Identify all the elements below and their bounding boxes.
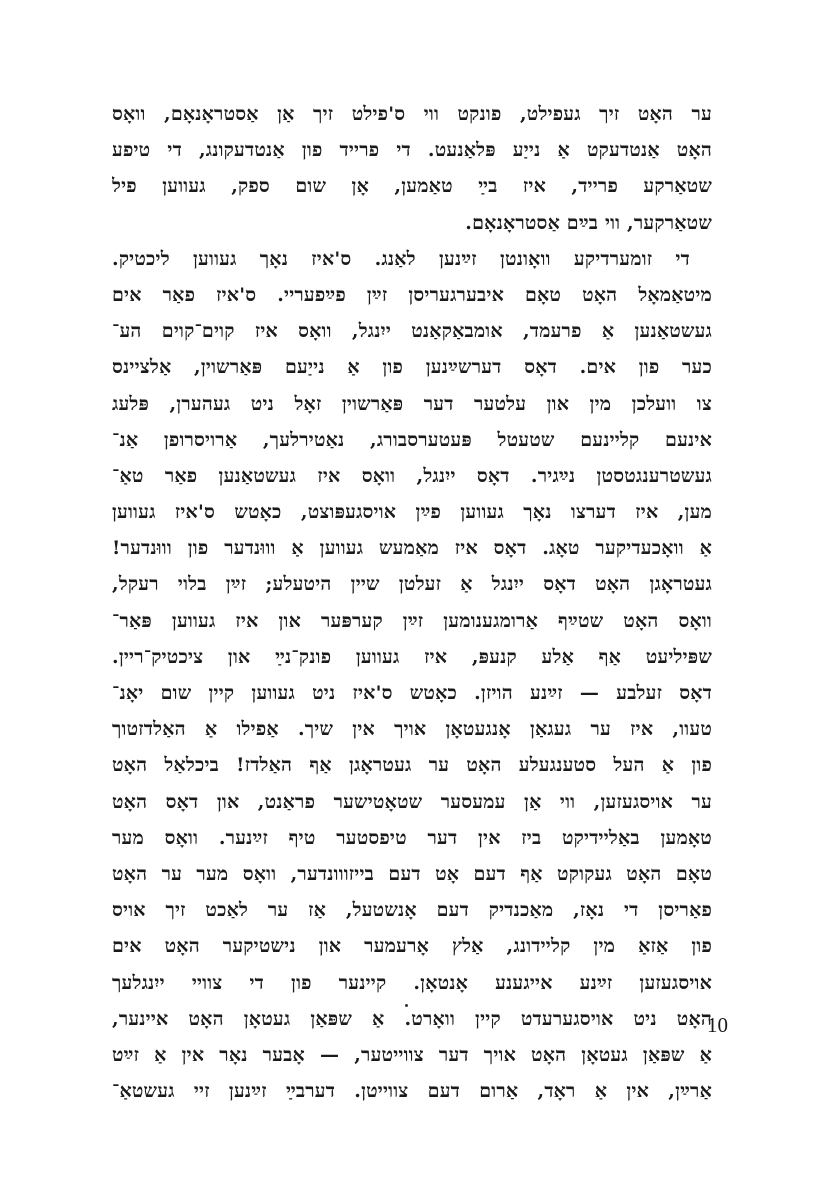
text-line: טעוו, איז ער געגאַן אָנגעטאָן אויך אין שיך. אַפילו אַ האַלדזטוך bbox=[112, 718, 712, 741]
text-line: צו וועלכן מין און עלטער דער פּאַרשוין זאָל ניט געהערן, פּלעג bbox=[112, 392, 712, 415]
page-number: 10 bbox=[707, 1013, 728, 1037]
text-line: טאָם האָט געקוקט אַף דעם אָט דעם בייזווונדער, וואָס מער ער האָט bbox=[112, 862, 712, 885]
text-line: מען, איז דערצו נאָך געווען פײַן אויסגעפּוצט, כאָטש ס'איז געווען bbox=[112, 501, 712, 524]
text-line: האָט אַנטדעקט אַ נייַע פּלאַנעט. די פרייד פון אַנטדעקונג, די טיפע bbox=[112, 139, 712, 162]
text-line: פאַריסן די נאָז, מאַכנדיק דעם אָנשטעל, אַז ער לאַכט זיך אויס bbox=[112, 899, 712, 922]
text-line: כער פון אים. דאָס דערשײַנען פון אַ נייַעם פּאַרשוין, אַלציינס bbox=[112, 356, 712, 379]
text-line: אַרײַן, אין אַ ראָד, אַרום דעם צווייטן. דערבײַ זײַנען זיי געשטאַ־ bbox=[112, 1080, 712, 1103]
text-line: ער האָט זיך געפילט, פונקט ווי ס'פילט זיך אַן אַסטראָנאָם, וואָס bbox=[112, 103, 712, 125]
text-line: דאָס זעלבע — זײַנע הויזן. כאָטש ס'איז ניט געווען קיין שום יאָנ־ bbox=[112, 682, 712, 704]
text-line: שפּיליעט אַף אַלע קנעפּ, איז געווען פונק־נײַ און ציכטיק־ריין. bbox=[112, 645, 712, 668]
text-line: אינעם קליינעם שטעטל פּעטערסבורג, נאַטירלעך, אַרויסרופן אַנ־ bbox=[112, 428, 712, 451]
text-line: מיטאַמאָל האָט טאָם איבערגעריסן זײַן פײַפעריי. ס'איז פאַר אים bbox=[112, 283, 712, 306]
text-line: וואָס האָט שטײַף אַרומגענומען זײַן קערפּער און איז געווען פּאַר־ bbox=[112, 609, 712, 632]
text-line: פון אַזאַ מין קליידונג, אַלץ אָרעמער און נישטיקער האָט אים bbox=[112, 935, 712, 958]
text-line: ער אויסגעזען, ווי אַן עמעסער שטאָטישער פראַנט, און דאָס האָט bbox=[112, 790, 712, 813]
text-line: שטאַרקער, ווי בײַם אַסטראָנאָם. bbox=[465, 211, 712, 234]
text-line: אויסגעזען זײַנע אייגענע אָנטאָן. קיינער פון די צוויי ייִנגלעך bbox=[112, 971, 712, 994]
text-line: אַ שפּאַן געטאָן האָט אויך דער צווייטער, — אָבער נאָר אין אַ זײַט bbox=[112, 1043, 712, 1066]
text-line: געשטרענגטסטן נײַגיר. דאָס ייִנגל, וואָס איז געשטאַנען פאַר טאַ־ bbox=[112, 464, 712, 487]
text-line: טאָמען באַליידיקט ביז אין דער טיפסטער טיף זײַנער. וואָס מער bbox=[112, 826, 712, 849]
print-speck bbox=[405, 1004, 408, 1007]
text-line: די זומערדיקע וואָונטן זײַנען לאַנג. ס'איז נאָך געווען ליכטיק. bbox=[112, 247, 690, 270]
text-line: שטאַרקע פרייד, איז בײַ טאַמען, אָן שום ספק, געווען פיל bbox=[112, 175, 712, 198]
text-line: פון אַ העל סטענגעלע האָט ער געטראָגן אַף האַלדז! ביכלאַל האָט bbox=[112, 754, 712, 777]
text-line: געטראָגן האָט דאָס ייִנגל אַ זעלטן שיין היטעלע; זײַן בלוי רעקל, bbox=[112, 573, 712, 596]
text-line: האָט ניט אויסגערעדט קיין וואָרט. אַ שפּאַן געטאָן האָט איינער, bbox=[112, 1007, 712, 1030]
text-line: אַ וואָכעדיקער טאָג. דאָס איז מאַמעש געווען אַ וווּנדער פון וווּנדער! bbox=[112, 537, 712, 560]
text-line: געשטאַנען אַ פרעמד, אומבאַקאַנט ייִנגל, וואָס איז קוים־קוים הע־ bbox=[112, 320, 712, 343]
body-text bbox=[112, 96, 712, 1109]
